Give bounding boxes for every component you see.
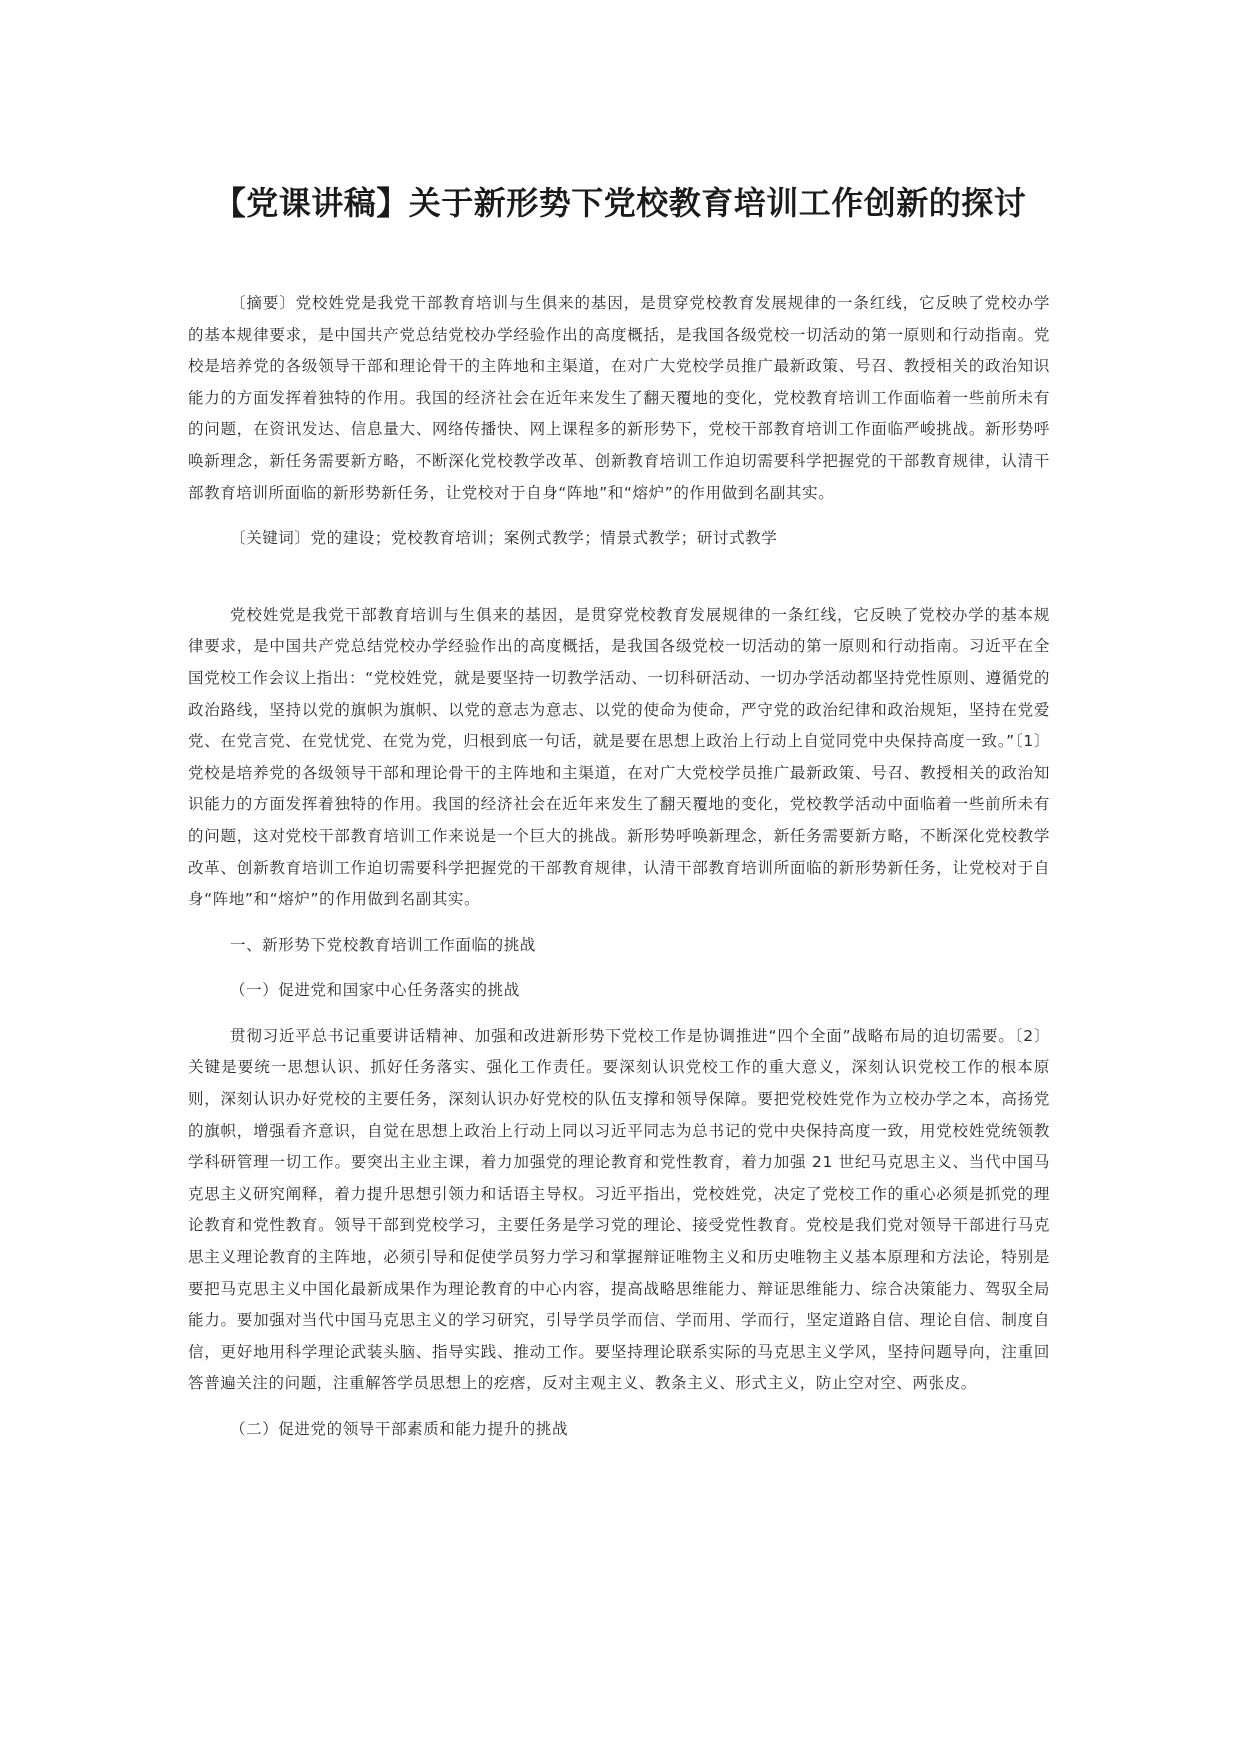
document-title: 【党课讲稿】关于新形势下党校教育培训工作创新的探讨 bbox=[213, 184, 1027, 222]
abstract-paragraph: 〔摘要〕党校姓党是我党干部教育培训与生俱来的基因，是贯穿党校教育发展规律的一条红线，它反映了党校办学的基本规律要求，是中国共产党总结党校办学经验作出的高度概括，是我国各级党校一切活动的第一原则和行动指南。党校是培养党的各级领导干部和理论骨干的主阵地和主渠道，在对广大党校学员推广最新政策、号召、教授相关的政治知识能力的方面发挥着独特的作用。我国的经济社会在近年来发生了翻天覆地的变化，党校教育培训工作面临着一些前所未有的问题，在资讯发达、信息量大、网络传播快、网上课程多的新形势下，党校干部教育培训工作面临严峻挑战。新形势呼唤新理念，新任务需要新方略，不断深化党校教学改革、创新教育培训工作迫切需要科学把握党的干部教育规律，认清干部教育培训所面临的新形势新任务，让党校对于自身“阵地”和“熔炉”的作用做到名副其实。 bbox=[188, 294, 1050, 502]
intro-paragraph: 党校姓党是我党干部教育培训与生俱来的基因，是贯穿党校教育发展规律的一条红线，它反映了党校办学的基本规律要求，是中国共产党总结党校办学经验作出的高度概括，是我国各级党校一切活动的第一原则和行动指南。习近平在全国党校工作会议上指出：“党校姓党，就是要坚持一切教学活动、一切科研活动、一切办学活动都坚持党性原则、遵循党的政治路线，坚持以党的旗帜为旗帜、以党的意志为意志、以党的使命为使命，严守党的政治纪律和政治规矩，坚持在党爱党、在党言党、在党忧党、在党为党，归根到底一句话，就是要在思想上政治上行动上自觉同党中央保持高度一致。”〔1〕党校是培养党的各级领导干部和理论骨干的主阵地和主渠道，在对广大党校学员推广最新政策、号召、教授相关的政治知识能力的方面发挥着独特的作用。我国的经济社会在近年来发生了翻天覆地的变化，党校教学活动中面临着一些前所未有的问题，这对党校干部教育培训工作来说是一个巨大的挑战。新形势呼唤新理念，新任务需要新方略，不断深化党校教学改革、创新教育培训工作迫切需要科学把握党的干部教育规律，认清干部教育培训所面临的新形势新任务，让党校对于自身“阵地”和“熔炉”的作用做到名副其实。 bbox=[188, 605, 1050, 909]
subsection-heading-2: （二）促进党的领导干部素质和能力提升的挑战 bbox=[230, 1420, 569, 1438]
subsection-body-1: 贯彻习近平总书记重要讲话精神、加强和改进新形势下党校工作是协调推进“四个全面”战略布局的迫切需要。〔2〕关键是要统一思想认识、抓好任务落实、强化工作责任。要深刻认识党校工作的重大意义，深刻认识党校工作的根本原则，深刻认识办好党校的主要任务，深刻认识办好党校的队伍支撑和领导保障。要把党校姓党作为立校办学之本，高扬党的旗帜，增强看齐意识，自觉在思想上政治上行动上同以习近平同志为总书记的党中央保持高度一致，用党校姓党统领教学科研管理一切工作。要突出主业主课，着力加强党的理论教育和党性教育，着力加强 21 世纪马克思主义、当代中国马克思主义研究阐释，着力提升思想引领力和话语主导权。习近平指出，党校姓党，决定了党校工作的重心必须是抓党的理论教育和党性教育。领导干部到党校学习，主要任务是学习党的理论、接受党性教育。党校是我们党对领导干部进行马克思主义理论教育的主阵地，必须引导和促使学员努力学习和掌握辩证唯物主义和历史唯物主义基本原理和方法论，特别是要把马克思主义中国化最新成果作为理论教育的中心内容，提高战略思维能力、辩证思维能力、综合决策能力、驾驭全局能力。要加强对当代中国马克思主义的学习研究，引导学员学而信、学而用、学而行，坚定道路自信、理论自信、制度自信，更好地用科学理论武装头脑、指导实践、推动工作。要坚持理论联系实际的马克思主义学风，坚持问题导向，注重回答普遍关注的问题，注重解答学员思想上的疙瘩，反对主观主义、教条主义、形式主义，防止空对空、两张皮。 bbox=[188, 1026, 1050, 1393]
keywords-paragraph: 〔关键词〕党的建设；党校教育培训；案例式教学；情景式教学；研讨式教学 bbox=[230, 529, 778, 548]
section-heading: 一、新形势下党校教育培训工作面临的挑战 bbox=[230, 935, 536, 954]
subsection-heading-1: （一）促进党和国家中心任务落实的挑战 bbox=[230, 981, 520, 1000]
document-body bbox=[188, 288, 1050, 1446]
